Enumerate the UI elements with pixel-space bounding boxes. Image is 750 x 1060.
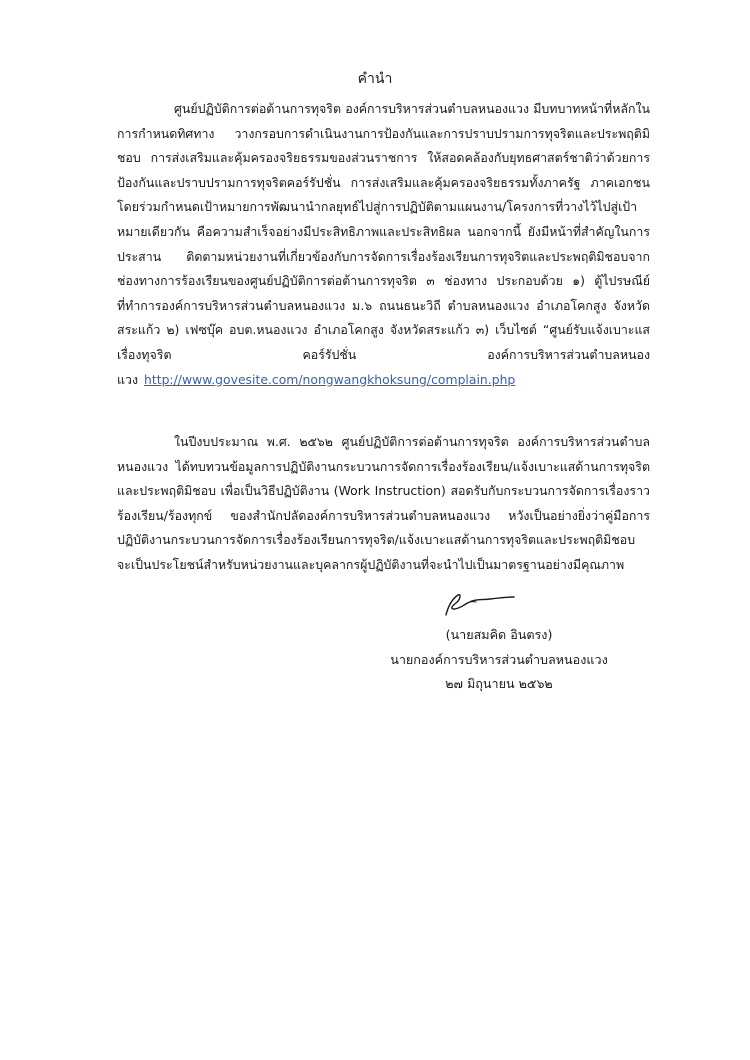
- paragraph-introduction: [117, 97, 650, 392]
- paragraph-review: ในปีงบประมาณ พ.ศ. ๒๕๖๒ ศูนย์ปฏิบัติการต่อต้านการทุจริต องค์การบริหารส่วนตำบลหนองแวง ได้ทบทวนข้อมูลการปฏิบัติงานกระบวนการจัดการเรื่องร้องเรียน/แจ้งเบาะแสด้านการทุจริตและประพฤติมิชอบ เพื่อเป็นวิธีปฏิบัติงาน (Work Instruction) สอดรับกับกระบวนการจัดการเรื่องราวร้องเรียน/ร้องทุกข์ ของสำนักปลัดองค์การบริหารส่วนตำบลหนองแวง หวังเป็นอย่างยิ่งว่าคู่มือการปฏิบัติงานกระบวนการจัดการเรื่องร้องเรียนการทุจริต/แจ้งเบาะแสด้านการทุจริตและประพฤติมิชอบ จะเป็นประโยชน์สำหรับหน่วยงานและบุคลากรผู้ปฏิบัติงานที่จะนำไปเป็นมาตรฐานอย่างมีคุณภาพ: [117, 434, 650, 572]
- signer-name: (นายสมคิด อินตรง): [445, 627, 553, 642]
- complaint-link[interactable]: http://www.govesite.com/nongwangkhoksung/complain.php: [144, 371, 516, 387]
- handwritten-signature: [434, 585, 524, 623]
- paragraph-introduction-text: ศูนย์ปฏิบัติการต่อต้านการทุจริต องค์การบริหารส่วนตำบลหนองแวง มีบทบาทหน้าที่หลักในการกำหนดทิศทาง วางกรอบการดำเนินงานการป้องกันและการปราบปรามการทุจริตและประพฤติมิชอบ การส่งเสริมและคุ้มครองจริยธรรมของส่วนราชการ ให้สอดคล้องกับยุทธศาสตร์ชาติว่าด้วยการป้องกันและปราบปรามการทุจริตคอร์รัปชั่น การส่งเสริมและคุ้มครองจริยธรรมทั้งภาครัฐ ภาคเอกชน โดยร่วมกำหนดเป้าหมายการพัฒนานำกลยุทธ์ไปสู่การปฏิบัติตามแผนงาน/โครงการที่วางไว้ไปสู่เป้าหมายเดียวกัน คือความสำเร็จอย่างมีประสิทธิภาพและประสิทธิผล นอกจากนี้ ยังมีหน้าที่สำคัญในการประสาน ติดตามหน่วยงานที่เกี่ยวข้องกับการจัดการเรื่องร้องเรียนการทุจริตและประพฤติมิชอบจากช่องทางการร้องเรียนของศูนย์ปฏิบัติการต่อต้านการทุจริต ๓ ช่องทาง ประกอบด้วย ๑) ตู้ไปรษณีย์ ที่ทำการองค์การบริหารส่วนตำบลหนองแวง ม.๖ ถนนธนะวิถี ตำบลหนองแวง อำเภอโคกสูง จังหวัดสระแก้ว ๒) เฟซบุ๊ค อบต.หนองแวง อำเภอโคกสูง จังหวัดสระแก้ว ๓) เว็บไซต์ “ศูนย์รับแจ้งเบาะแส เรื่องทุจริต คอร์รัปชั่น องค์การบริหารส่วนตำบลหนองแวง: [117, 101, 650, 387]
- signer-position: นายกองค์การบริหารส่วนตำบลหนองแวง: [390, 651, 608, 667]
- document-title: คำนำ: [357, 71, 393, 87]
- signature-block: [384, 585, 614, 697]
- signing-date: ๒๗ มิถุนายน ๒๕๖๒: [445, 676, 553, 692]
